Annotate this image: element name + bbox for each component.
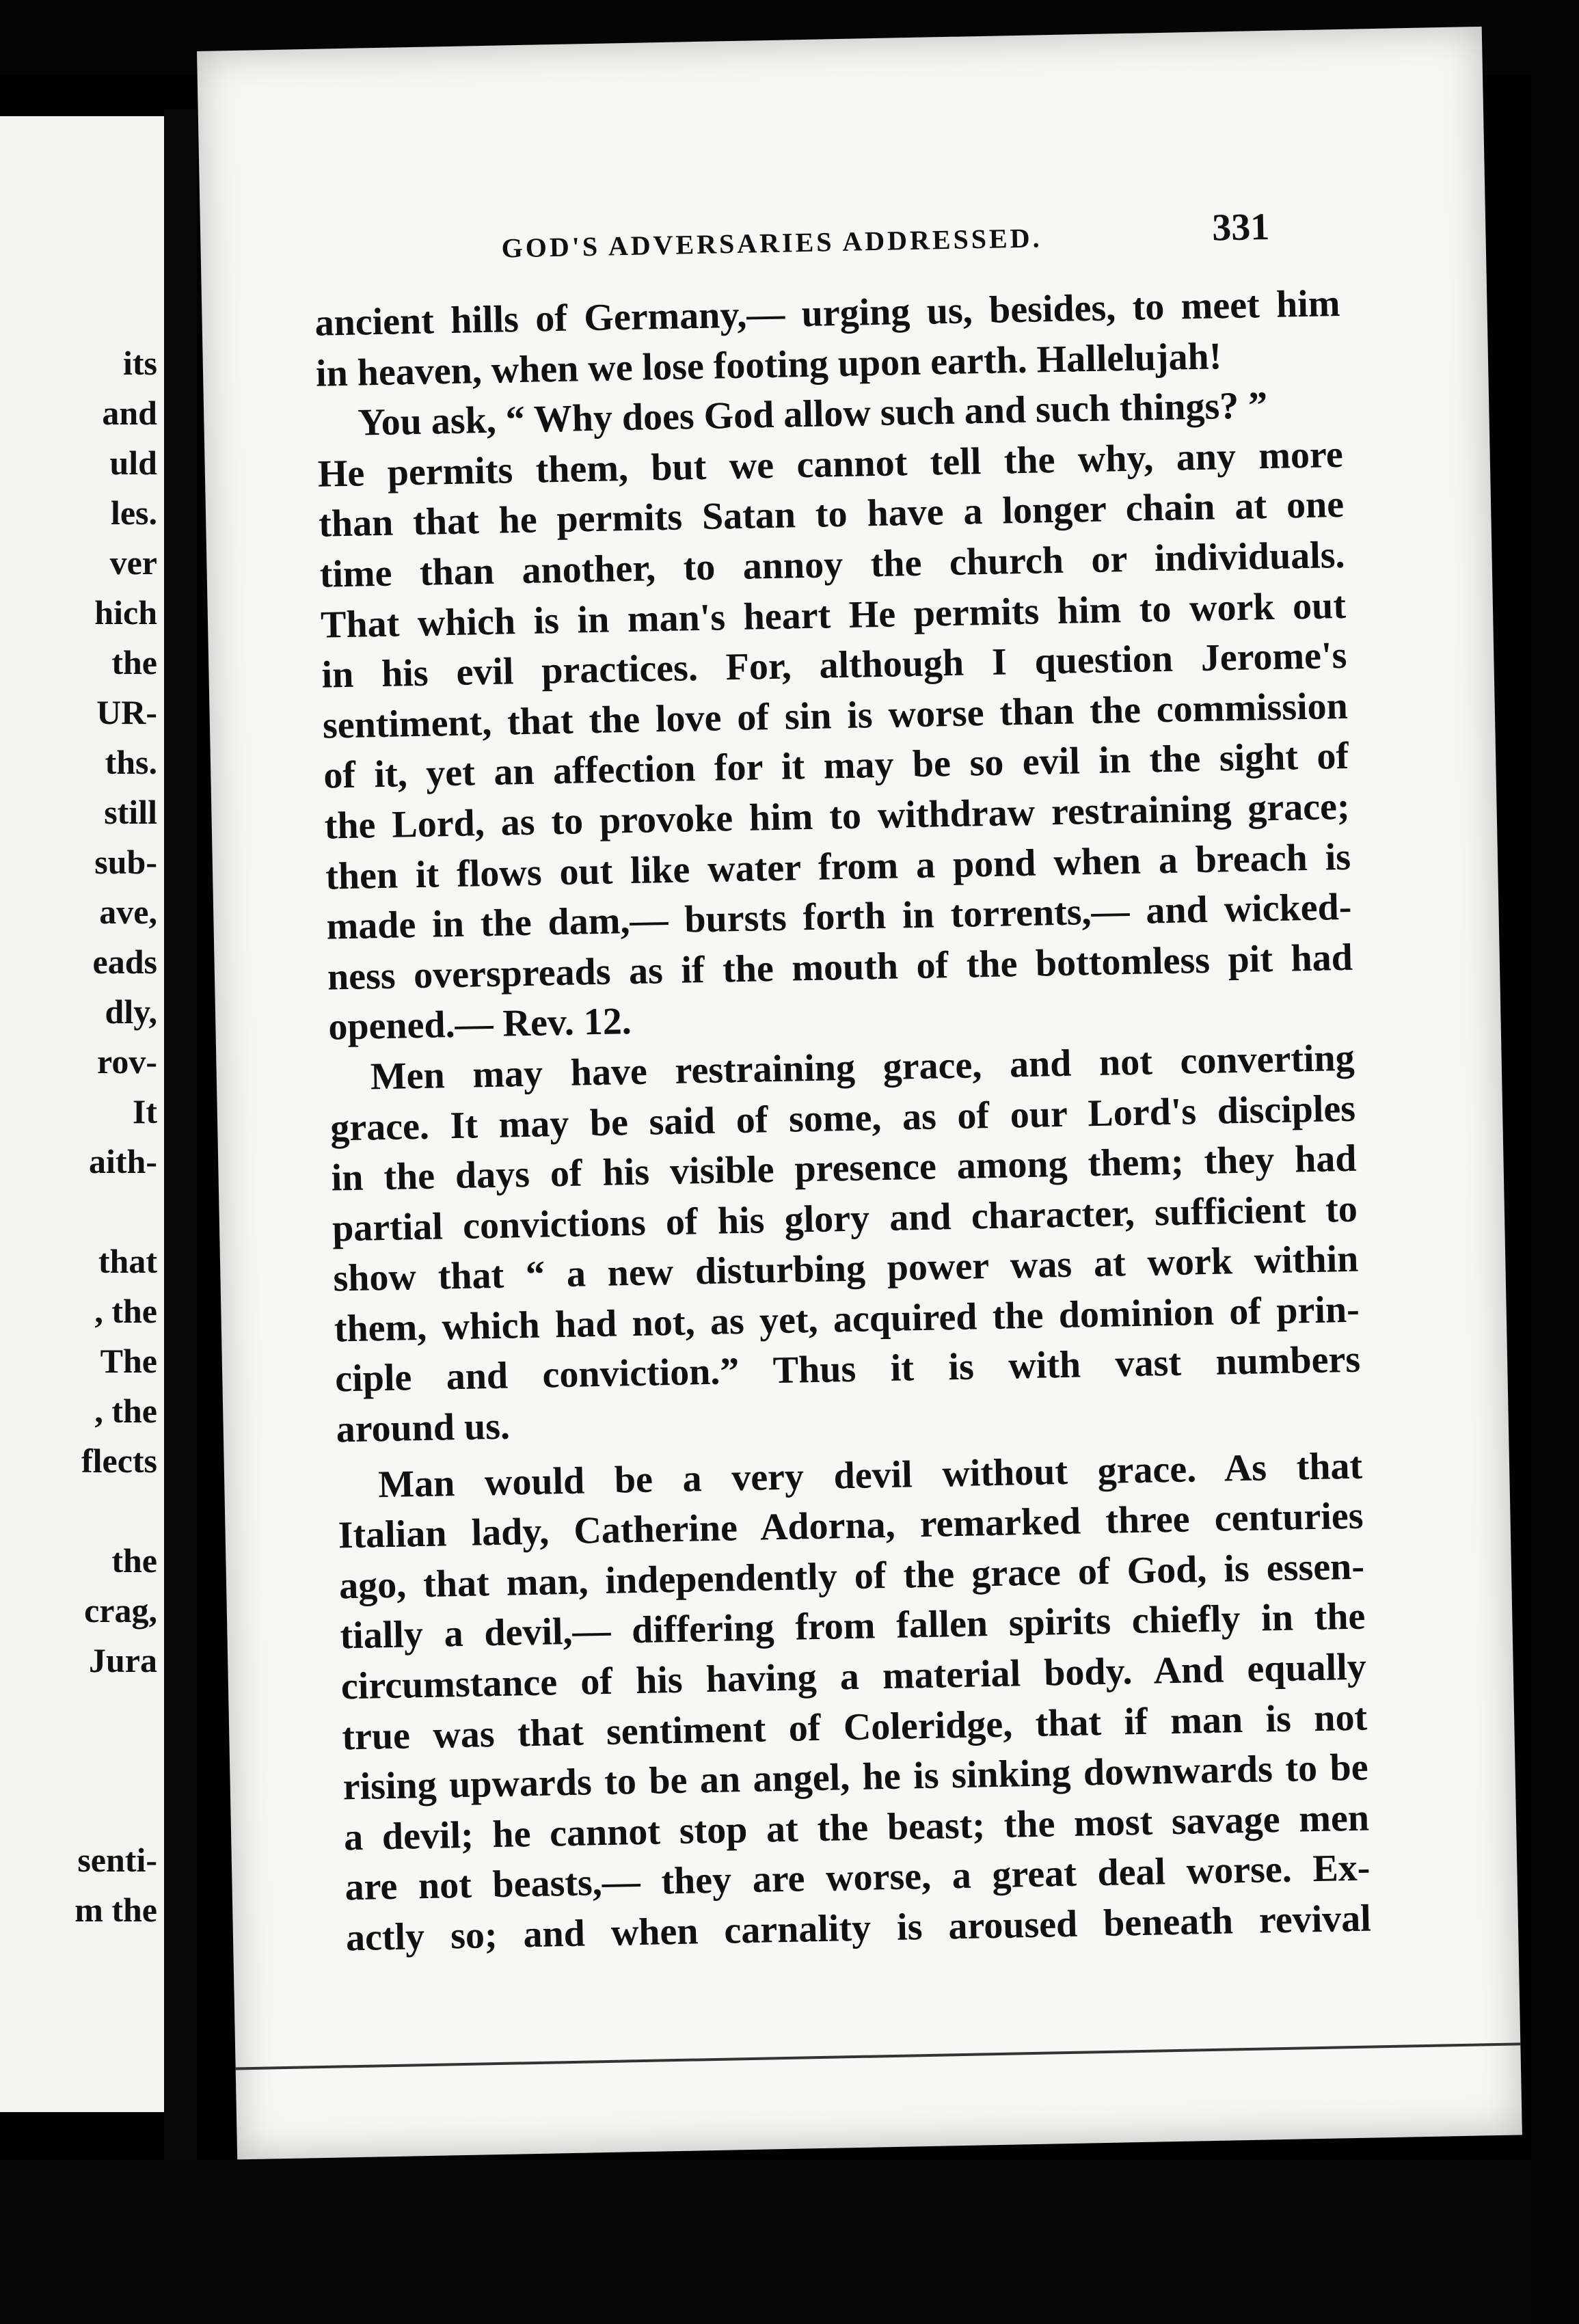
- text-line: grace. It may be said of some, as of our Lord's disciples: [329, 1087, 1356, 1150]
- text-line: the Lord, as to provoke him to withdraw restraining grace;: [324, 785, 1351, 848]
- facing-page-line: [0, 1735, 157, 1785]
- text-line: opened.— Rev. 12.: [327, 1000, 632, 1049]
- facing-page-line: aith-: [89, 1142, 157, 1180]
- text-line: circumstance of his having a material body. And equally: [340, 1645, 1367, 1708]
- text-line: than that he permits Satan to have a longer chain at one: [318, 483, 1345, 546]
- facing-page-line: still: [104, 793, 157, 831]
- body-text: [314, 279, 1371, 1964]
- page-bottom-rule: [236, 2042, 1521, 2070]
- facing-page-line: senti-: [77, 1841, 157, 1879]
- text-line: in the days of his visible presence among them; they had: [331, 1137, 1358, 1200]
- text-line: Man would be a very devil without grace. As that: [377, 1444, 1363, 1506]
- text-line: ago, that man, independently of the grace of God, is essen-: [338, 1545, 1365, 1608]
- facing-page-line: its: [123, 344, 157, 382]
- facing-page-line: flects: [81, 1442, 157, 1480]
- facing-page-line: ave,: [99, 893, 157, 931]
- scan-border-bottom: [0, 2160, 1579, 2324]
- text-line: partial convictions of his glory and character, sufficient to: [332, 1187, 1358, 1250]
- text-line: He permits them, but we cannot tell the why, any more: [317, 433, 1344, 496]
- facing-page-text: [0, 338, 157, 1935]
- text-line: Italian lady, Catherine Adorna, remarked three centuries: [338, 1494, 1364, 1557]
- facing-page-line: [0, 1187, 157, 1237]
- facing-page-line: les.: [110, 494, 157, 532]
- text-line: a devil; he cannot stop at the beast; the most savage men: [343, 1796, 1370, 1859]
- text-line: them, which had not, as yet, acquired the dominion of prin-: [334, 1288, 1360, 1351]
- facing-page-line: that: [98, 1242, 157, 1280]
- facing-page-line: the: [111, 1541, 157, 1580]
- text-line: around us.: [336, 1405, 511, 1451]
- text-line: rising upwards to be an angel, he is sinking downwards to be: [342, 1746, 1369, 1809]
- facing-page-line: ths.: [105, 743, 157, 781]
- scan-border-right: [1531, 0, 1579, 2324]
- text-line: Men may have restraining grace, and not converting: [370, 1036, 1355, 1098]
- facing-page-line: , the: [94, 1392, 157, 1430]
- facing-page-line: , the: [94, 1292, 157, 1330]
- facing-page-line: m the: [75, 1891, 157, 1929]
- text-line: You ask, “ Why does God allow such and such things? ”: [357, 384, 1268, 444]
- facing-page-line: Jura: [89, 1641, 157, 1679]
- running-title: GOD'S ADVERSARIES ADDRESSED.: [501, 222, 1042, 264]
- text-line: That which is in man's heart He permits him to work out: [320, 584, 1347, 647]
- facing-page-line: sub-: [94, 843, 157, 881]
- text-line: ciple and conviction.” Thus it is with vast numbers: [334, 1338, 1361, 1401]
- facing-page-line: dly,: [105, 992, 157, 1031]
- book-gutter: [164, 109, 197, 2160]
- facing-page-line: [0, 1686, 157, 1735]
- facing-page-line: It: [132, 1092, 157, 1131]
- text-line: of it, yet an affection for it may be so evil in the sight of: [323, 735, 1349, 797]
- text-line: ness overspreads as if the mouth of the bottomless pit had: [327, 936, 1353, 999]
- facing-page-line: eads: [92, 943, 157, 981]
- text-line: in heaven, when we lose footing upon earth. Hallelujah!: [315, 334, 1222, 395]
- text-line: show that “ a new disturbing power was at work within: [332, 1237, 1359, 1300]
- book-page: [197, 27, 1522, 2160]
- facing-page-line: uld: [109, 444, 157, 482]
- text-line: then it flows out like water from a pond when a breach is: [325, 835, 1351, 898]
- text-line: sentiment, that the love of sin is worse than the commission: [322, 684, 1349, 747]
- facing-page-line: hich: [94, 593, 157, 632]
- facing-page-line: [0, 1785, 157, 1835]
- text-line: in his evil practices. For, although I question Jerome's: [321, 634, 1347, 697]
- text-line: ancient hills of Germany,— urging us, besides, to meet him: [314, 282, 1340, 344]
- facing-page-line: and: [102, 394, 157, 432]
- facing-page-line: [0, 1486, 157, 1536]
- text-line: actly so; and when carnality is aroused beneath revival: [345, 1897, 1372, 1960]
- running-head: [200, 201, 1486, 280]
- text-line: tially a devil,— differing from fallen spirits chiefly in the: [339, 1595, 1366, 1658]
- facing-page-line: UR-: [96, 693, 157, 731]
- facing-page-line: the: [111, 643, 157, 681]
- text-line: time than another, to annoy the church or individuals.: [319, 533, 1346, 596]
- text-line: true was that sentiment of Coleridge, that if man is not: [341, 1696, 1368, 1758]
- facing-page-line: rov-: [97, 1042, 157, 1081]
- facing-page-fragment: [0, 116, 164, 2112]
- facing-page-line: ver: [109, 543, 157, 582]
- page-number: 331: [1211, 205, 1270, 249]
- text-line: made in the dam,— bursts forth in torrents,— and wicked-: [326, 885, 1352, 948]
- facing-page-line: crag,: [84, 1591, 157, 1630]
- facing-page-line: The: [100, 1342, 157, 1380]
- text-line: are not beasts,— they are worse, a great deal worse. Ex-: [345, 1846, 1371, 1909]
